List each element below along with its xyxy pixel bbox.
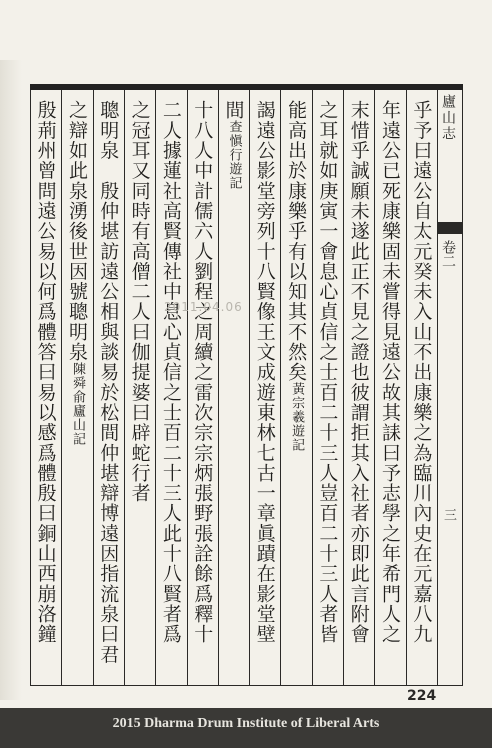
column-rule xyxy=(61,90,62,686)
text-column xyxy=(346,100,372,670)
banner-title: 廬山志 xyxy=(440,94,456,142)
text-column xyxy=(158,100,184,670)
column-text: 年遠公已死康樂固未嘗得見遠公故其誄曰予志學之年希門人之 xyxy=(379,100,402,645)
top-rule xyxy=(30,84,463,90)
banner-page-mark: 三 xyxy=(441,508,456,521)
column-text: 殷荊州曾問遠公易以何爲體答曰易以感爲體殷曰銅山西崩洛鐘 xyxy=(34,100,57,645)
column-rule xyxy=(124,90,125,686)
column-rule xyxy=(249,90,250,686)
date-watermark: 2011.04.06 xyxy=(164,300,243,314)
text-column xyxy=(377,100,403,670)
copyright-footer: 2015 Dharma Drum Institute of Liberal Arts xyxy=(112,716,380,731)
column-rule xyxy=(280,90,281,686)
column-annotation: 陳舜俞廬山記 xyxy=(69,361,85,446)
column-rule xyxy=(343,90,344,686)
text-column xyxy=(221,100,247,670)
column-text: 十八人中計儒六人劉程之周續之雷次宗宗炳張野張詮餘爲釋十 xyxy=(191,100,214,645)
column-annotation: 查愼行遊記 xyxy=(226,120,242,191)
page-number: 224 xyxy=(407,688,437,704)
column-text: 間 xyxy=(222,100,245,121)
text-column xyxy=(408,100,434,670)
banner-strip xyxy=(437,90,463,686)
banner-fishtail xyxy=(437,222,463,234)
page-gutter xyxy=(0,60,22,700)
column-annotation: 黃宗羲遊記 xyxy=(289,382,305,453)
text-column xyxy=(95,100,121,670)
column-rule xyxy=(374,90,375,686)
column-rule xyxy=(218,90,219,686)
text-column xyxy=(314,100,340,670)
banner-volume: 卷二 xyxy=(440,240,456,268)
text-column xyxy=(252,100,278,670)
column-text: 末惜乎誠願未遂此正不見之證也彼謂拒其入社者亦即此言附會 xyxy=(347,100,370,645)
column-rule xyxy=(93,90,94,686)
column-text: 謁遠公影堂旁列十八賢像王文成遊東林七古一章眞蹟在影堂壁 xyxy=(253,100,276,645)
column-rule xyxy=(312,90,313,686)
text-column xyxy=(127,100,153,670)
text-column xyxy=(283,100,309,670)
column-text: 乎予曰遠公自太元癸未入山不出康樂之為臨川內史在元嘉八九 xyxy=(410,100,433,645)
column-rule xyxy=(406,90,407,686)
column-text: 二人據蓮社高賢傳社中息心貞信之士百二十三人此十八賢者爲 xyxy=(159,100,182,645)
column-text: 之辯如此泉湧後世因號聰明泉 xyxy=(65,100,88,362)
column-text: 之冠耳又同時有高僧二人曰伽提婆曰辟蛇行者 xyxy=(128,100,151,503)
column-text: 之耳就如庚寅一會息心貞信之士百二十三人豈百二十三人者皆 xyxy=(316,100,339,645)
column-rule xyxy=(187,90,188,686)
column-text: 能高出於康樂乎有以知其不然矣 xyxy=(285,100,308,383)
text-column xyxy=(64,100,90,670)
text-column xyxy=(189,100,215,670)
column-rule xyxy=(155,90,156,686)
column-text: 聰明泉 殷仲堪訪遠公相與談易於松間仲堪辯博遠因指流泉曰君 xyxy=(97,100,120,665)
text-column xyxy=(33,100,59,670)
